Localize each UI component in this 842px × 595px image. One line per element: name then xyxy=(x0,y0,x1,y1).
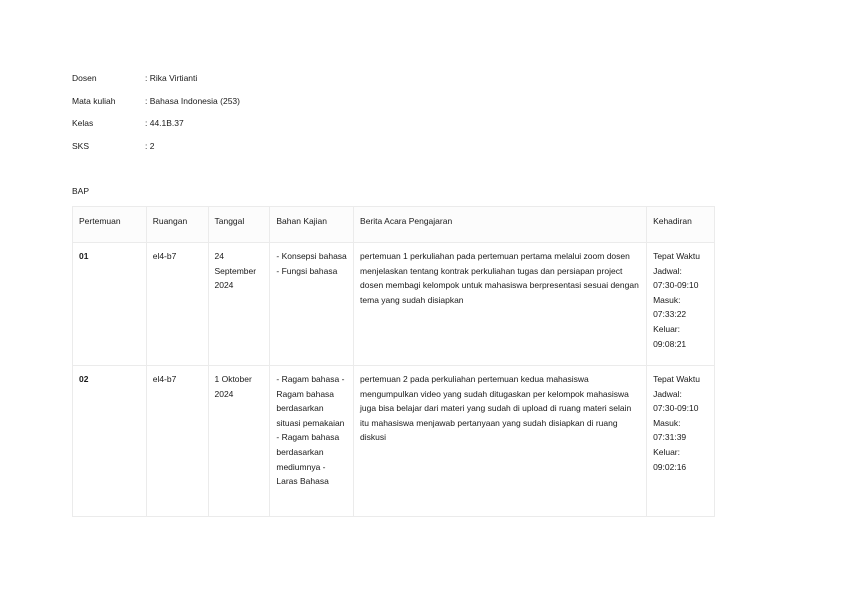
info-value: : 44.1B.37 xyxy=(145,118,184,128)
info-label: Kelas xyxy=(72,118,94,128)
info-value: : Bahasa Indonesia (253) xyxy=(145,95,240,106)
info-value: : 2 xyxy=(145,140,155,151)
header-berita-acara: Berita Acara Pengajaran xyxy=(354,207,647,243)
table-row xyxy=(73,366,715,517)
cell-tanggal: 24 September 2024 xyxy=(208,243,270,366)
kehadiran-jadwal: 07:30-09:10 xyxy=(653,280,699,291)
cell-pertemuan: 02 xyxy=(73,366,147,517)
kehadiran-status: Tepat Waktu xyxy=(653,374,700,384)
info-label: Dosen xyxy=(72,73,97,83)
cell-bahan-kajian: - Ragam bahasa - Ragam bahasa berdasarkan situasi pemakaian - Ragam bahasa berdasarkan mediumnya - Laras Bahasa xyxy=(270,366,354,517)
section-title: BAP xyxy=(72,186,90,196)
kehadiran-jadwal: 07:30-09:10 xyxy=(653,403,699,414)
cell-bahan-kajian: - Konsepsi bahasa - Fungsi bahasa xyxy=(270,243,354,366)
course-info xyxy=(72,73,240,163)
cell-pertemuan: 01 xyxy=(73,243,147,366)
bap-table xyxy=(72,206,715,517)
header-pertemuan: Pertemuan xyxy=(73,207,147,243)
cell-kehadiran xyxy=(647,243,715,366)
kehadiran-masuk-label: Masuk: xyxy=(653,294,681,305)
kehadiran-status: Tepat Waktu xyxy=(653,251,700,261)
cell-ruangan: el4-b7 xyxy=(146,243,208,366)
kehadiran-masuk: 07:33:22 xyxy=(653,309,687,320)
header-tanggal: Tanggal xyxy=(208,207,270,243)
header-ruangan: Ruangan xyxy=(146,207,208,243)
kehadiran-jadwal-label: Jadwal: xyxy=(653,388,682,399)
kehadiran-jadwal-label: Jadwal: xyxy=(653,265,682,276)
info-value: : Rika Virtianti xyxy=(145,73,198,83)
info-label: SKS xyxy=(72,140,90,151)
cell-tanggal: 1 Oktober 2024 xyxy=(208,366,270,517)
cell-berita-acara: pertemuan 2 pada perkuliahan pertemuan kedua mahasiswa mengumpulkan video yang sudah ditugaskan per kelompok mahasiswa juga bisa belajar dari materi yang sudah di upload di ruang materi selain itu mahasiswa menjawab pertanyaan yang sudah disiapkan di ruang diskusi xyxy=(354,366,647,517)
cell-ruangan: el4-b7 xyxy=(146,366,208,517)
cell-berita-acara: pertemuan 1 perkuliahan pada pertemuan pertama melalui zoom dosen menjelaskan tentang kontrak perkuliahan tugas dan persiapan project dosen membagi kelompok untuk mahasiswa berpresentasi sesuai dengan tema yang sudah disiapkan xyxy=(354,243,647,366)
cell-kehadiran xyxy=(647,366,715,517)
table-row xyxy=(73,243,715,366)
info-row-kelas xyxy=(72,118,240,141)
info-label: Mata kuliah xyxy=(72,95,116,106)
header-bahan-kajian: Bahan Kajian xyxy=(270,207,354,243)
kehadiran-keluar-label: Keluar: xyxy=(653,446,680,457)
header-kehadiran: Kehadiran xyxy=(647,207,715,243)
kehadiran-keluar: 09:08:21 xyxy=(653,338,687,349)
info-row-mata-kuliah xyxy=(72,96,240,119)
kehadiran-masuk-label: Masuk: xyxy=(653,417,681,428)
info-row-dosen xyxy=(72,73,240,96)
kehadiran-keluar-label: Keluar: xyxy=(653,323,680,334)
info-row-sks xyxy=(72,141,240,164)
kehadiran-masuk: 07:31:39 xyxy=(653,432,687,443)
table-header-row xyxy=(73,207,715,243)
kehadiran-keluar: 09:02:16 xyxy=(653,461,687,472)
